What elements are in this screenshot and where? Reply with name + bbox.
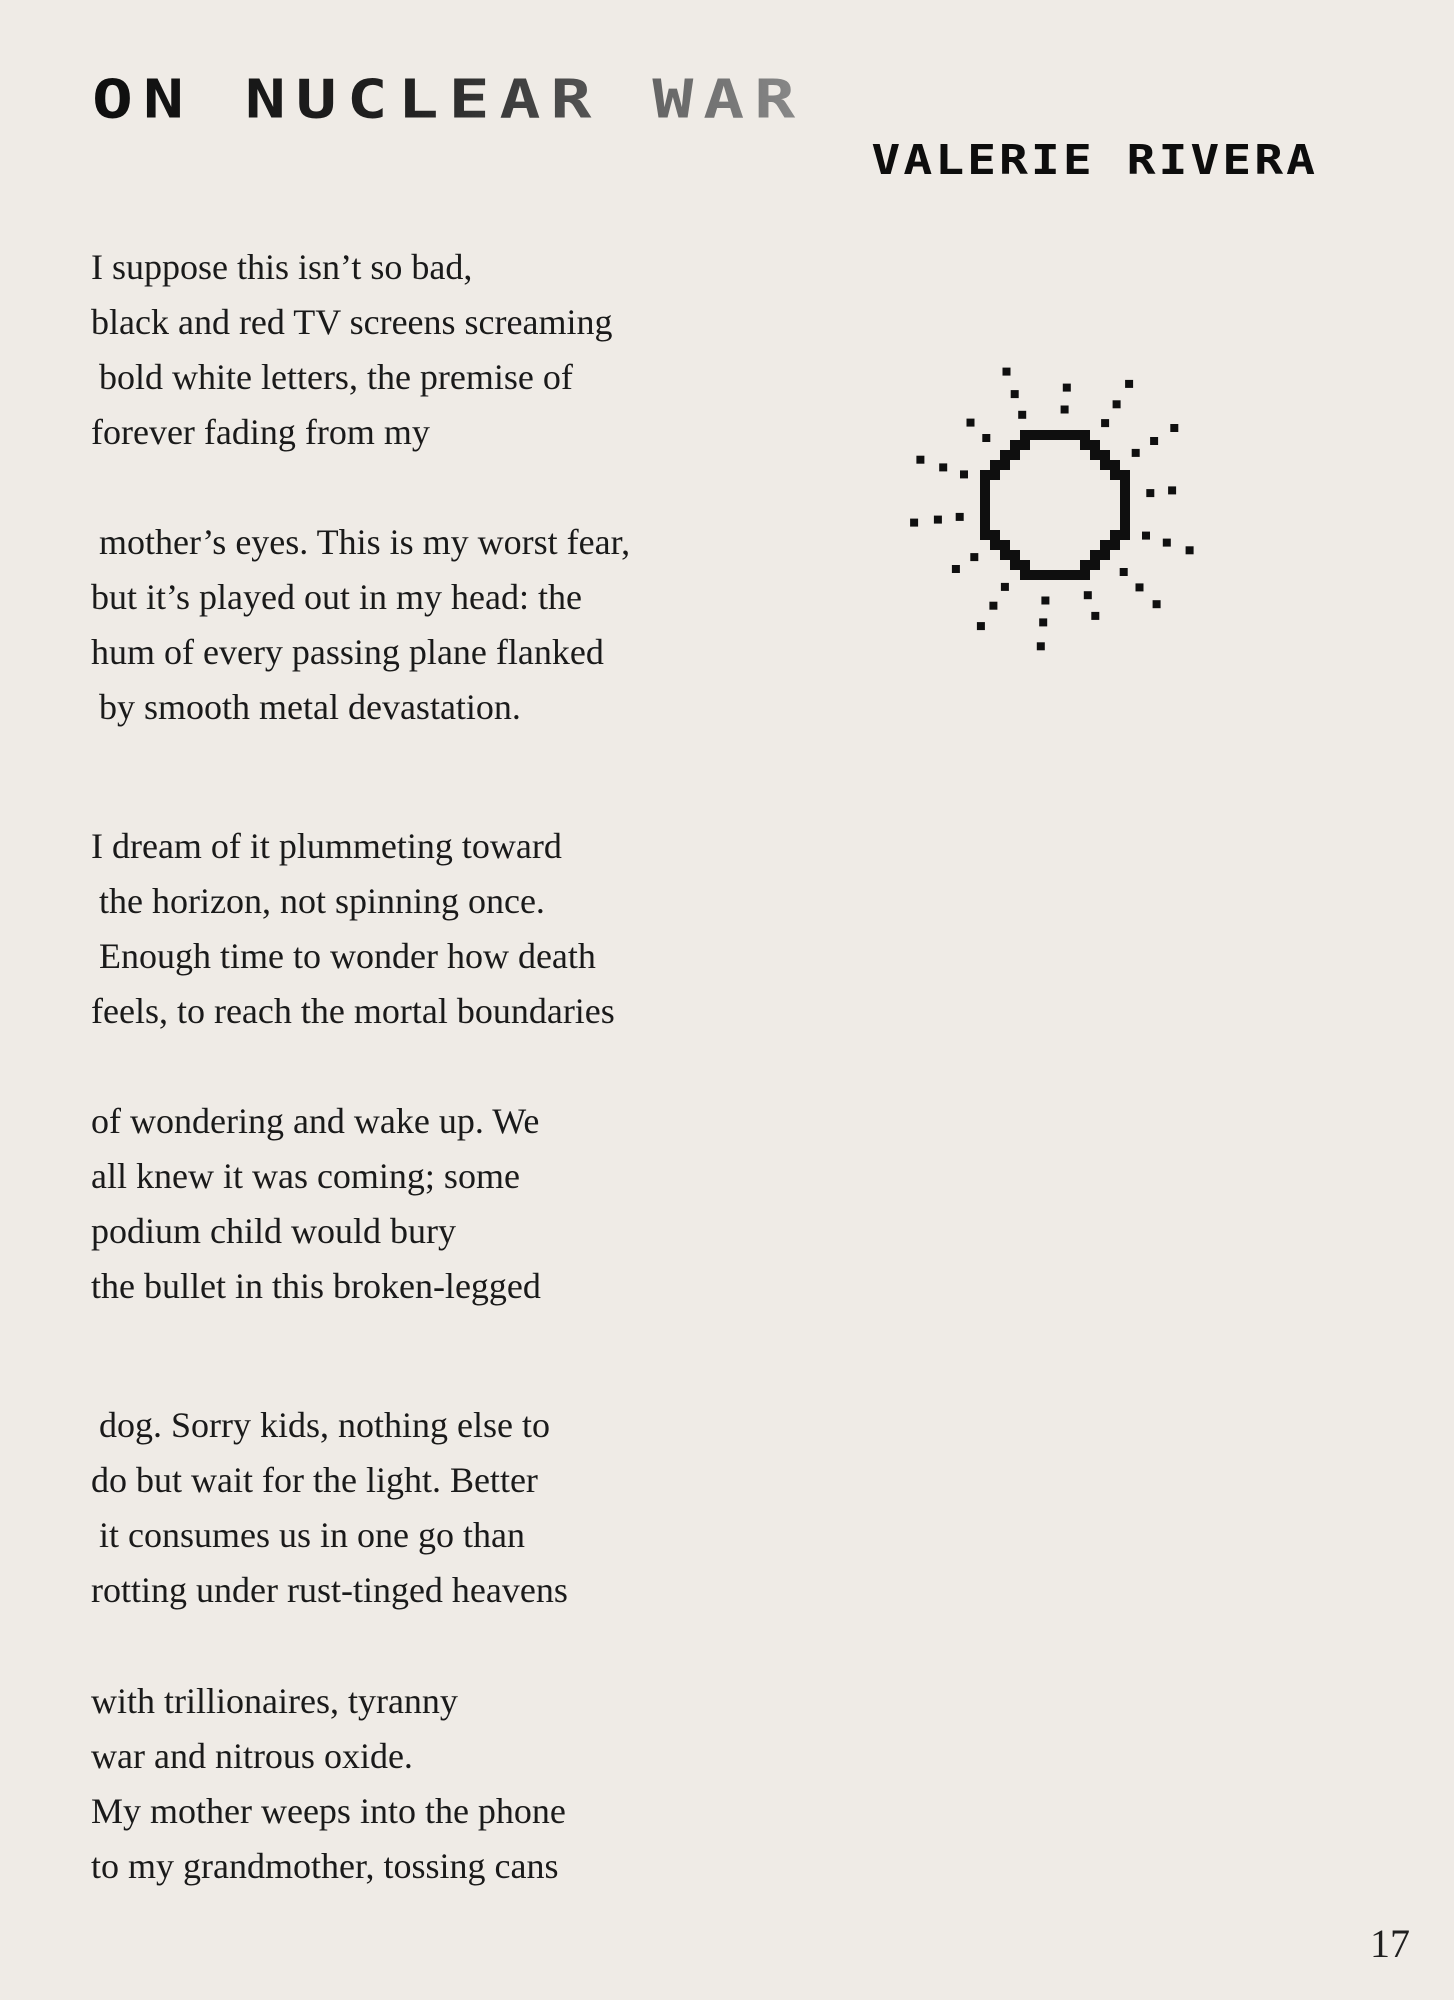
stanza-break (91, 460, 731, 515)
poem-line: I suppose this isn’t so bad, (91, 247, 473, 287)
poem-line: podium child would bury (91, 1211, 456, 1251)
stanza-2 (91, 515, 731, 735)
poem-line: war and nitrous oxide. (91, 1736, 413, 1776)
author-name: VALERIE RIVERA (871, 136, 1318, 185)
stanza-4 (91, 1094, 731, 1314)
stanza-5 (91, 1398, 731, 1618)
poem-line: to my grandmother, tossing cans (91, 1846, 559, 1886)
poem-title: ON NUCLEAR WAR (92, 69, 806, 131)
poem-line: feels, to reach the mortal boundaries (91, 991, 615, 1031)
poem-line: the bullet in this broken-legged (91, 1266, 541, 1306)
poem-line: hum of every passing plane flanked (91, 632, 604, 672)
poem-line: do but wait for the light. Better (91, 1460, 538, 1500)
poem-line: forever fading from my (91, 412, 430, 452)
poem-line: dog. Sorry kids, nothing else to (99, 1405, 550, 1445)
poem-line: by smooth metal devastation. (99, 687, 521, 727)
poem-line: Enough time to wonder how death (99, 936, 596, 976)
stanza-break (91, 1618, 731, 1674)
page-number: 17 (1370, 1921, 1410, 1966)
poem-line: but it’s played out in my head: the (91, 577, 582, 617)
poem-line: I dream of it plummeting toward (91, 826, 562, 866)
poem-line: of wondering and wake up. We (91, 1101, 540, 1141)
poem-line: bold white letters, the premise of (99, 357, 573, 397)
poem-line: with trillionaires, tyranny (91, 1681, 458, 1721)
poem-line: black and red TV screens screaming (91, 302, 613, 342)
stanza-break (91, 735, 731, 819)
stanza-break (91, 1039, 731, 1094)
stanza-1 (91, 240, 731, 460)
poem-line: the horizon, not spinning once. (99, 881, 545, 921)
poem-body (91, 240, 731, 1894)
poem-line: mother’s eyes. This is my worst fear, (99, 522, 631, 562)
poem-line: rotting under rust-tinged heavens (91, 1570, 568, 1610)
stanza-6 (91, 1674, 731, 1894)
stanza-3 (91, 819, 731, 1039)
stanza-break (91, 1314, 731, 1398)
poem-line: it consumes us in one go than (99, 1515, 525, 1555)
poem-line: all knew it was coming; some (91, 1156, 520, 1196)
poem-line: My mother weeps into the phone (91, 1791, 566, 1831)
pixel-sun-icon (885, 355, 1225, 660)
